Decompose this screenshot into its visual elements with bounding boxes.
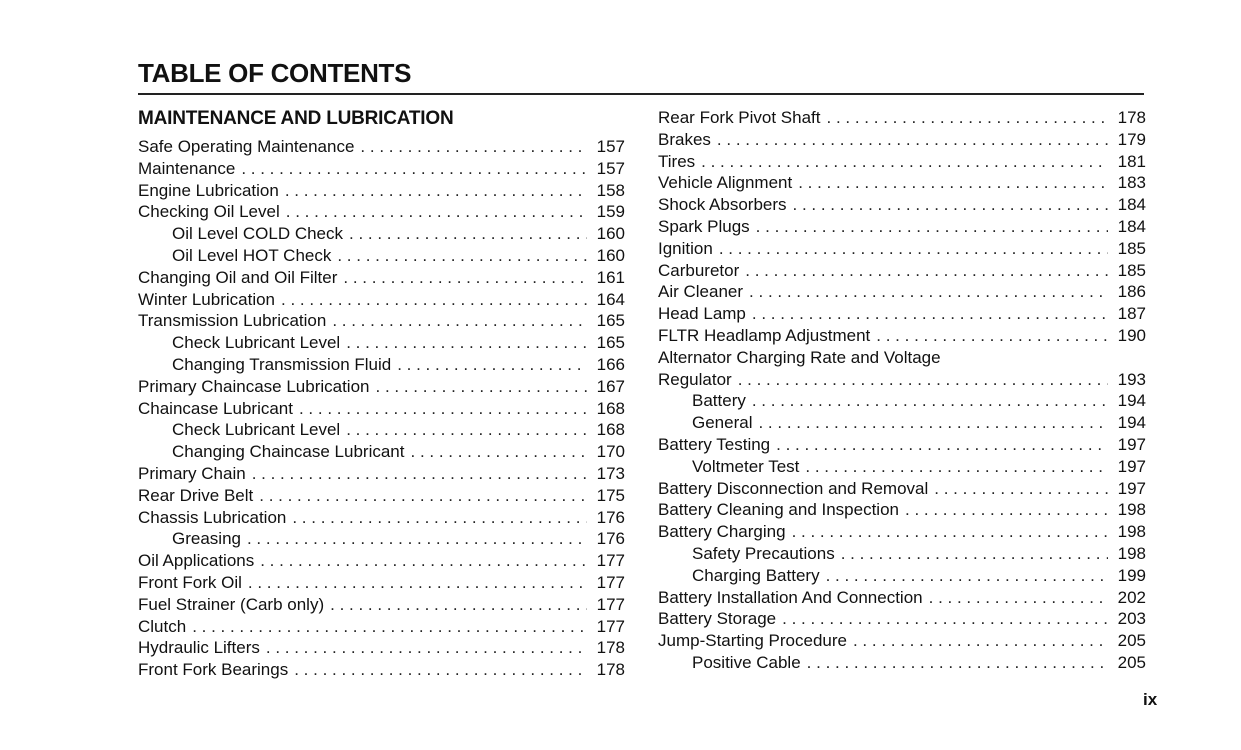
dot-leader bbox=[294, 659, 587, 681]
dot-leader bbox=[717, 129, 1108, 151]
toc-entry[interactable] bbox=[658, 194, 1146, 216]
dot-leader bbox=[826, 565, 1108, 587]
dot-leader bbox=[247, 528, 587, 550]
dot-leader bbox=[745, 260, 1108, 282]
toc-entry-label: Battery Cleaning and Inspection bbox=[658, 500, 899, 520]
toc-entry[interactable] bbox=[138, 158, 625, 180]
toc-entry-page: 185 bbox=[1117, 260, 1146, 280]
toc-entry-page: 187 bbox=[1117, 304, 1146, 324]
toc-entry-page: 184 bbox=[1117, 216, 1146, 236]
toc-entry-page: 177 bbox=[596, 594, 625, 614]
dot-leader bbox=[266, 637, 587, 659]
dot-leader bbox=[349, 223, 587, 245]
toc-entry-page: 160 bbox=[596, 224, 625, 244]
dot-leader bbox=[260, 550, 587, 572]
toc-entry-page: 168 bbox=[596, 420, 625, 440]
toc-entry-label: Checking Oil Level bbox=[138, 202, 280, 222]
dot-leader bbox=[782, 608, 1108, 630]
toc-entry[interactable] bbox=[658, 281, 1146, 303]
toc-entry[interactable] bbox=[658, 434, 1146, 456]
toc-entry-label: Shock Absorbers bbox=[658, 195, 787, 215]
toc-entry[interactable] bbox=[658, 347, 1146, 369]
dot-leader bbox=[752, 303, 1108, 325]
toc-entry-label: Air Cleaner bbox=[658, 282, 744, 302]
toc-entry[interactable] bbox=[138, 572, 625, 594]
toc-entry-page: 157 bbox=[596, 137, 625, 156]
toc-entry-page: 185 bbox=[1117, 238, 1146, 258]
toc-entry-label: Alternator Charging Rate and Voltage bbox=[658, 347, 941, 367]
toc-entry-label: Check Lubricant Level bbox=[172, 420, 341, 440]
toc-entry-page: 190 bbox=[1117, 325, 1146, 345]
toc-entry-label: Rear Drive Belt bbox=[138, 485, 254, 505]
toc-entry-page: 183 bbox=[1117, 173, 1146, 193]
toc-entry[interactable] bbox=[138, 332, 625, 354]
dot-leader bbox=[330, 594, 587, 616]
toc-entry-page: 181 bbox=[1117, 151, 1146, 171]
dot-leader bbox=[929, 587, 1108, 609]
toc-entry-label: Oil Level COLD Check bbox=[172, 224, 344, 244]
toc-entry[interactable] bbox=[658, 565, 1146, 587]
toc-entry[interactable] bbox=[138, 594, 625, 616]
toc-entry-page: 164 bbox=[596, 289, 625, 309]
toc-entry[interactable] bbox=[658, 238, 1146, 260]
toc-entry-label: Tires bbox=[658, 151, 696, 171]
toc-entry-page: 161 bbox=[596, 267, 625, 287]
section-heading: MAINTENANCE AND LUBRICATION bbox=[138, 108, 454, 129]
dot-leader bbox=[376, 376, 588, 398]
toc-entry[interactable] bbox=[658, 587, 1146, 609]
dot-leader bbox=[397, 354, 587, 376]
toc-entry-label: Engine Lubrication bbox=[138, 180, 279, 200]
page-title: TABLE OF CONTENTS bbox=[138, 58, 412, 88]
toc-entry-label: Oil Level HOT Check bbox=[172, 245, 332, 265]
toc-entry-label: Hydraulic Lifters bbox=[138, 638, 260, 658]
toc-entry[interactable] bbox=[658, 652, 1146, 674]
toc-entry-label: Carburetor bbox=[658, 260, 740, 280]
toc-entry[interactable] bbox=[138, 637, 625, 659]
toc-entry-page: 198 bbox=[1117, 522, 1146, 542]
toc-entry[interactable] bbox=[658, 543, 1146, 565]
toc-entry[interactable] bbox=[138, 245, 625, 267]
toc-entry-page: 199 bbox=[1117, 565, 1146, 585]
toc-entry-page: 205 bbox=[1117, 631, 1146, 651]
dot-leader bbox=[798, 172, 1108, 194]
toc-entry-label: FLTR Headlamp Adjustment bbox=[658, 325, 871, 345]
toc-entry-page: 197 bbox=[1117, 478, 1146, 498]
toc-entry-page: 177 bbox=[596, 616, 625, 636]
page-folio: ix bbox=[1143, 690, 1158, 709]
dot-leader bbox=[752, 390, 1108, 412]
dot-leader bbox=[411, 441, 588, 463]
toc-entry-label: Ignition bbox=[658, 238, 713, 258]
toc-entry-page: 158 bbox=[596, 180, 625, 200]
toc-entry-page: 178 bbox=[1117, 108, 1146, 127]
dot-leader bbox=[793, 194, 1108, 216]
dot-leader bbox=[337, 245, 587, 267]
toc-entry[interactable] bbox=[138, 463, 625, 485]
toc-entry[interactable] bbox=[138, 201, 625, 223]
toc-entry-page: 170 bbox=[596, 442, 625, 462]
toc-entry-label: Head Lamp bbox=[658, 304, 746, 324]
toc-entry-label: Voltmeter Test bbox=[692, 456, 800, 476]
title-rule bbox=[138, 93, 1144, 95]
toc-entry[interactable] bbox=[658, 478, 1146, 500]
toc-entry-label: Check Lubricant Level bbox=[172, 333, 341, 353]
toc-entry-label: General bbox=[692, 413, 753, 433]
dot-leader bbox=[792, 521, 1108, 543]
toc-entry-page: 175 bbox=[596, 485, 625, 505]
toc-entry-label: Primary Chaincase Lubrication bbox=[138, 376, 370, 396]
toc-entry[interactable] bbox=[138, 550, 625, 572]
toc-entry[interactable] bbox=[138, 441, 625, 463]
toc-entry-label: Front Fork Bearings bbox=[138, 660, 289, 680]
dot-leader bbox=[827, 107, 1108, 129]
toc-entry-label: Battery Disconnection and Removal bbox=[658, 478, 929, 498]
toc-entry-page: 176 bbox=[596, 529, 625, 549]
toc-entry-page: 197 bbox=[1117, 434, 1146, 454]
toc-entry[interactable] bbox=[138, 507, 625, 529]
toc-entry[interactable] bbox=[138, 310, 625, 332]
toc-entry-label: Fuel Strainer (Carb only) bbox=[138, 594, 325, 614]
dot-leader bbox=[738, 369, 1108, 391]
toc-entry[interactable] bbox=[138, 180, 625, 202]
dot-leader bbox=[934, 478, 1108, 500]
toc-entry-label: Rear Fork Pivot Shaft bbox=[658, 108, 821, 127]
dot-leader bbox=[281, 289, 587, 311]
toc-entry[interactable] bbox=[658, 172, 1146, 194]
toc-entry[interactable] bbox=[138, 485, 625, 507]
toc-entry[interactable] bbox=[138, 376, 625, 398]
toc-entry[interactable] bbox=[658, 390, 1146, 412]
toc-entry-label: Transmission Lubrication bbox=[138, 311, 327, 331]
dot-leader bbox=[876, 325, 1108, 347]
toc-entry-label: Safety Precautions bbox=[692, 543, 835, 563]
toc-entry[interactable] bbox=[138, 659, 625, 681]
toc-entry-page: 157 bbox=[596, 158, 625, 178]
toc-entry-label: Spark Plugs bbox=[658, 216, 750, 236]
toc-entry-label: Battery Testing bbox=[658, 434, 771, 454]
toc-entry-label: Greasing bbox=[172, 529, 241, 549]
toc-entry-label: Jump-Starting Procedure bbox=[658, 631, 847, 651]
toc-entry-page: 178 bbox=[596, 660, 625, 680]
toc-entry-page: 193 bbox=[1117, 369, 1146, 389]
toc-entry-label: Clutch bbox=[138, 616, 187, 636]
dot-leader bbox=[299, 398, 587, 420]
toc-entry-page: 177 bbox=[596, 551, 625, 571]
toc-entry-label: Battery Charging bbox=[658, 522, 786, 542]
toc-entry-label: Safe Operating Maintenance bbox=[138, 137, 355, 156]
dot-leader bbox=[346, 332, 587, 354]
dot-leader bbox=[360, 136, 587, 158]
toc-entry-page: 166 bbox=[596, 354, 625, 374]
dot-leader bbox=[285, 180, 587, 202]
toc-entry[interactable] bbox=[138, 419, 625, 441]
dot-leader bbox=[252, 463, 587, 485]
toc-entry[interactable] bbox=[658, 325, 1146, 347]
toc-entry-label: Brakes bbox=[658, 129, 711, 149]
toc-entry-label: Maintenance bbox=[138, 158, 236, 178]
toc-entry-label: Changing Oil and Oil Filter bbox=[138, 267, 338, 287]
toc-entry[interactable] bbox=[658, 216, 1146, 238]
toc-entry[interactable] bbox=[658, 107, 1146, 129]
toc-left-column bbox=[138, 136, 625, 681]
toc-entry[interactable] bbox=[138, 354, 625, 376]
toc-entry[interactable] bbox=[138, 223, 625, 245]
toc-entry[interactable] bbox=[138, 136, 625, 158]
toc-entry[interactable] bbox=[658, 630, 1146, 652]
dot-leader bbox=[259, 485, 587, 507]
toc-entry[interactable] bbox=[138, 289, 625, 311]
toc-entry-label: Positive Cable bbox=[692, 652, 801, 672]
dot-leader bbox=[841, 543, 1108, 565]
toc-entry-label: Charging Battery bbox=[692, 565, 820, 585]
toc-entry[interactable] bbox=[138, 398, 625, 420]
toc-entry-page: 160 bbox=[596, 245, 625, 265]
dot-leader bbox=[192, 616, 587, 638]
toc-entry-page: 177 bbox=[596, 572, 625, 592]
dot-leader bbox=[343, 267, 587, 289]
toc-entry-page: 165 bbox=[596, 333, 625, 353]
toc-entry-label: Vehicle Alignment bbox=[658, 173, 793, 193]
toc-entry[interactable] bbox=[658, 303, 1146, 325]
toc-entry-page: 178 bbox=[596, 638, 625, 658]
toc-entry-label: Winter Lubrication bbox=[138, 289, 276, 309]
toc-entry[interactable] bbox=[658, 260, 1146, 282]
toc-entry-label: Chassis Lubrication bbox=[138, 507, 287, 527]
dot-leader bbox=[807, 652, 1108, 674]
toc-entry-page: 194 bbox=[1117, 391, 1146, 411]
toc-entry-label: Battery bbox=[692, 391, 746, 411]
toc-entry[interactable] bbox=[138, 267, 625, 289]
toc-entry-page: 165 bbox=[596, 311, 625, 331]
toc-entry-page: 186 bbox=[1117, 282, 1146, 302]
toc-entry-label: Primary Chain bbox=[138, 463, 246, 483]
toc-entry-page: 168 bbox=[596, 398, 625, 418]
toc-entry-page: 173 bbox=[596, 463, 625, 483]
dot-leader bbox=[776, 434, 1108, 456]
dot-leader bbox=[719, 238, 1108, 260]
dot-leader bbox=[286, 201, 587, 223]
dot-leader bbox=[758, 412, 1108, 434]
toc-entry-page: 184 bbox=[1117, 195, 1146, 215]
dot-leader bbox=[701, 151, 1108, 173]
toc-entry-page: 176 bbox=[596, 507, 625, 527]
toc-entry-label: Regulator bbox=[658, 369, 732, 389]
toc-entry[interactable] bbox=[658, 608, 1146, 630]
dot-leader bbox=[248, 572, 587, 594]
toc-entry[interactable] bbox=[658, 521, 1146, 543]
toc-entry-page: 202 bbox=[1117, 587, 1146, 607]
dot-leader bbox=[332, 310, 587, 332]
toc-entry-page: 203 bbox=[1117, 609, 1146, 629]
dot-leader bbox=[805, 456, 1108, 478]
toc-entry[interactable] bbox=[658, 456, 1146, 478]
toc-entry-label: Battery Storage bbox=[658, 609, 777, 629]
toc-entry-label: Battery Installation And Connection bbox=[658, 587, 923, 607]
toc-entry-page: 197 bbox=[1117, 456, 1146, 476]
toc-entry[interactable] bbox=[658, 412, 1146, 434]
toc-entry-page: 179 bbox=[1117, 129, 1146, 149]
toc-entry-page: 167 bbox=[596, 376, 625, 396]
dot-leader bbox=[749, 281, 1108, 303]
toc-entry-label: Changing Transmission Fluid bbox=[172, 354, 392, 374]
toc-entry[interactable] bbox=[658, 369, 1146, 391]
toc-entry-page: 198 bbox=[1117, 543, 1146, 563]
dot-leader bbox=[853, 630, 1108, 652]
toc-entry-page: 194 bbox=[1117, 413, 1146, 433]
toc-entry[interactable] bbox=[138, 616, 625, 638]
toc-entry-label: Oil Applications bbox=[138, 551, 255, 571]
dot-leader bbox=[346, 419, 587, 441]
toc-right-column bbox=[658, 107, 1146, 674]
toc-entry-label: Changing Chaincase Lubricant bbox=[172, 442, 405, 462]
toc-entry[interactable] bbox=[658, 151, 1146, 173]
toc-entry-label: Chaincase Lubricant bbox=[138, 398, 293, 418]
dot-leader bbox=[905, 499, 1108, 521]
dot-leader bbox=[292, 507, 587, 529]
dot-leader bbox=[241, 158, 587, 180]
toc-entry-page: 205 bbox=[1117, 652, 1146, 672]
toc-entry[interactable] bbox=[138, 528, 625, 550]
toc-entry-page: 198 bbox=[1117, 500, 1146, 520]
toc-entry[interactable] bbox=[658, 499, 1146, 521]
toc-entry-label: Front Fork Oil bbox=[138, 572, 242, 592]
toc-entry[interactable] bbox=[658, 129, 1146, 151]
toc-entry-page: 159 bbox=[596, 202, 625, 222]
dot-leader bbox=[756, 216, 1108, 238]
